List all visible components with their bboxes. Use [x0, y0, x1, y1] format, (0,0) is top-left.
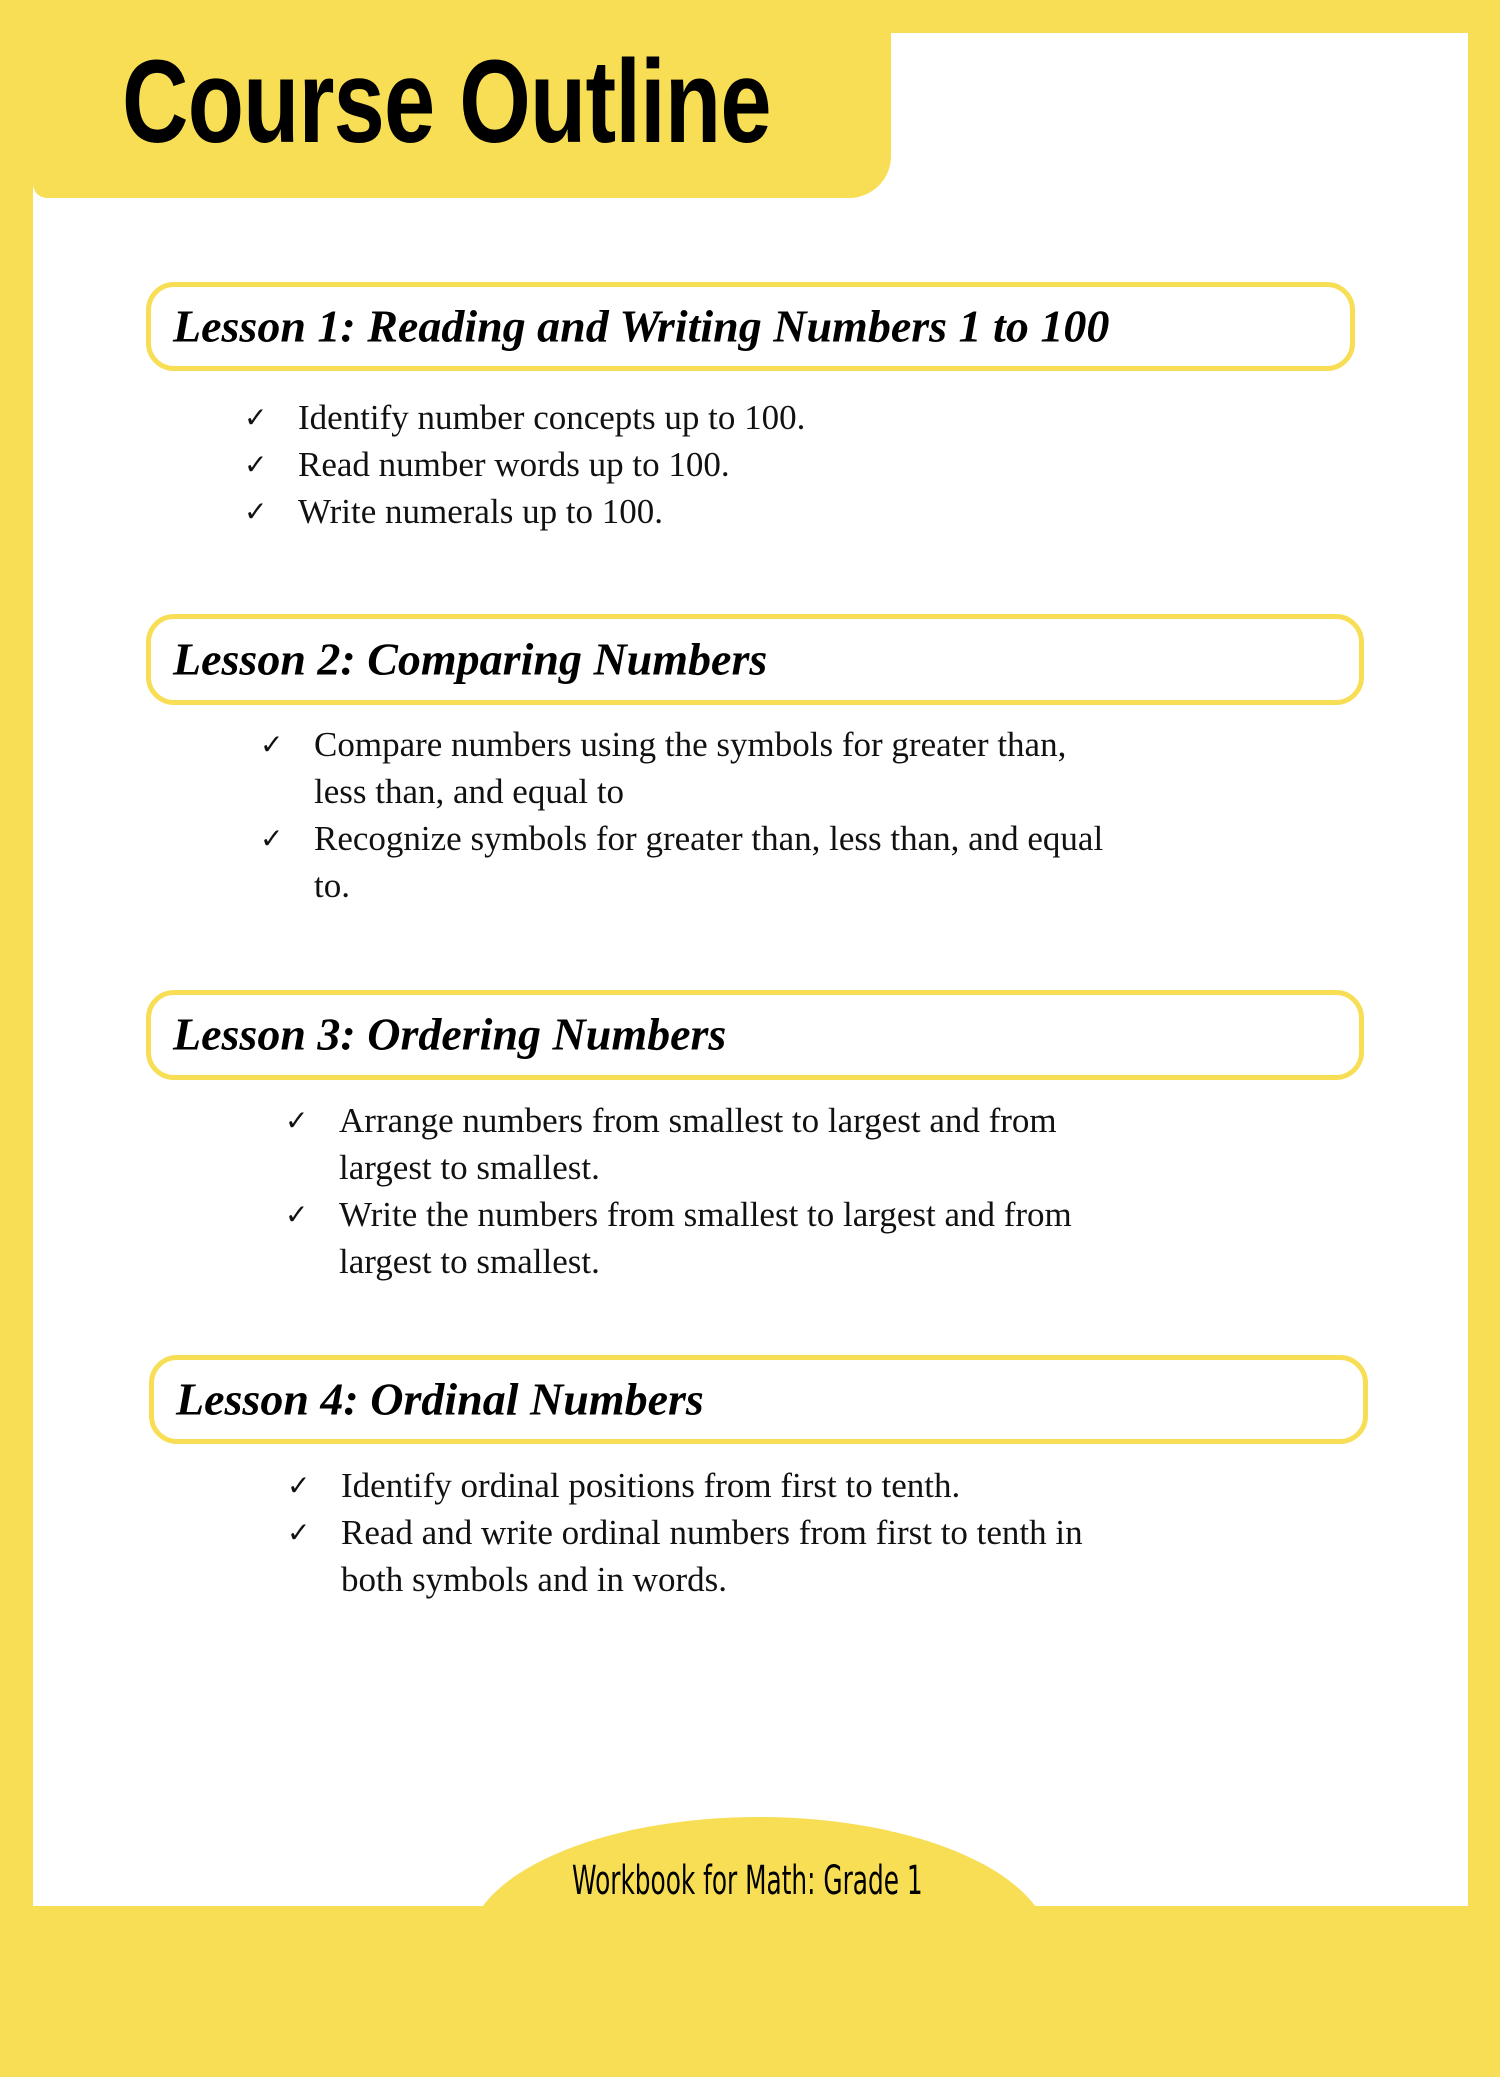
objective-text: Write the numbers from smallest to largest and from [339, 1195, 1072, 1234]
lesson-title: Lesson 4: Ordinal Numbers [176, 1372, 704, 1424]
checkmark-icon: ✓ [244, 401, 268, 434]
checkmark-icon: ✓ [287, 1469, 311, 1502]
footer-arc [468, 1817, 1050, 2077]
lesson-title: Lesson 3: Ordering Numbers [173, 1008, 727, 1060]
objective-item [260, 721, 1103, 815]
checkmark-icon: ✓ [285, 1104, 309, 1137]
lesson-1-header [146, 282, 1355, 371]
objective-text: largest to smallest. [339, 1148, 600, 1187]
objective-item [287, 1462, 1083, 1509]
objective-text: Read and write ordinal numbers from first to tenth in [341, 1513, 1083, 1552]
objective-text: Arrange numbers from smallest to largest and from [339, 1101, 1057, 1140]
objective-text: largest to smallest. [339, 1242, 600, 1281]
objective-item [244, 394, 805, 441]
objective-item [285, 1097, 1072, 1191]
checkmark-icon: ✓ [244, 448, 268, 481]
objective-item [287, 1509, 1083, 1603]
objective-text: Identify number concepts up to 100. [298, 398, 806, 437]
objective-text: less than, and equal to [314, 772, 625, 811]
objective-item [244, 488, 805, 535]
checkmark-icon: ✓ [287, 1516, 311, 1549]
checkmark-icon: ✓ [260, 728, 284, 761]
lesson-3-header [146, 990, 1364, 1080]
objective-item [244, 441, 805, 488]
lesson-4-objectives [287, 1462, 1083, 1603]
objective-item [285, 1191, 1072, 1285]
lesson-title: Lesson 2: Comparing Numbers [173, 632, 768, 684]
checkmark-icon: ✓ [260, 822, 284, 855]
page-title: Course Outline [122, 36, 771, 168]
objective-text: both symbols and in words. [341, 1560, 727, 1599]
lesson-2-objectives [260, 721, 1103, 909]
objective-text: Read number words up to 100. [298, 445, 730, 484]
lesson-3-objectives [285, 1097, 1072, 1285]
objective-text: Compare numbers using the symbols for greater than, [314, 725, 1067, 764]
lesson-1-objectives [244, 394, 805, 535]
lesson-2-header [146, 614, 1364, 705]
footer-text: Workbook for Math: Grade 1 [572, 1858, 923, 1904]
objective-item [260, 815, 1103, 909]
lesson-4-header [149, 1355, 1368, 1444]
objective-text: Recognize symbols for greater than, less than, and equal [314, 819, 1104, 858]
objective-text: Identify ordinal positions from first to tenth. [341, 1466, 961, 1505]
objective-text: to. [314, 866, 350, 905]
checkmark-icon: ✓ [285, 1198, 309, 1231]
checkmark-icon: ✓ [244, 495, 268, 528]
lesson-title: Lesson 1: Reading and Writing Numbers 1 to 100 [173, 299, 1110, 351]
objective-text: Write numerals up to 100. [298, 492, 664, 531]
